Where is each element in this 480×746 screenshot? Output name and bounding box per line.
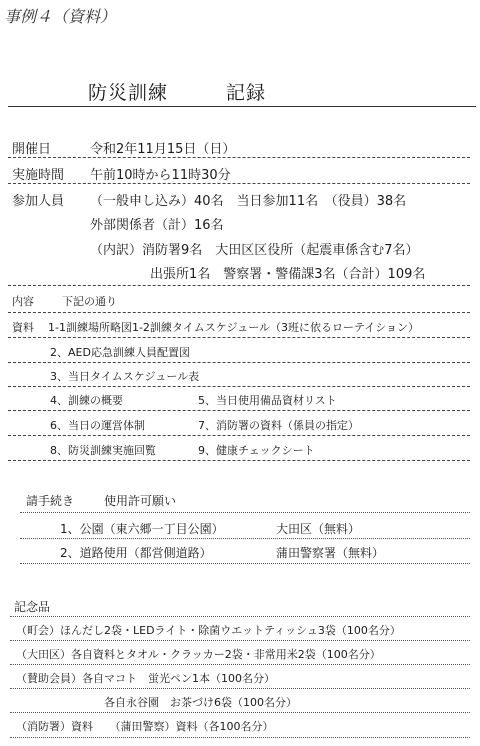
content-value: 下記の通り bbox=[62, 295, 117, 308]
separator bbox=[8, 157, 470, 158]
participants-line-4: 出張所1名 警察署・警備課3名（合計）109名 bbox=[150, 267, 426, 282]
separator bbox=[20, 538, 470, 539]
materials-first: 1-1訓練場所略図1-2訓練タイムスケジュール（3班に依るローテイション） bbox=[48, 321, 420, 334]
content-label: 内容 bbox=[12, 295, 34, 308]
souvenir-row: （町会）ほんだし2袋・LEDライト・除菌ウエットティッシュ3袋（100名分） bbox=[16, 624, 401, 637]
date-label: 開催日 bbox=[12, 142, 52, 157]
permit-item: 2、道路使用（都営側道路） bbox=[60, 546, 212, 560]
souvenir-row: 各自永谷園 お茶づけ6袋（100名分） bbox=[104, 696, 297, 709]
material-item: 4、訓練の概要 bbox=[50, 394, 123, 407]
separator bbox=[10, 712, 470, 713]
material-item: 5、当日使用備品資材リスト bbox=[198, 394, 337, 407]
souvenir-row: （大田区）各自資料とタオル・クラッカー2袋・非常用米2袋（100名分） bbox=[16, 648, 381, 661]
separator bbox=[20, 512, 470, 513]
time-label: 実施時間 bbox=[12, 168, 65, 183]
separator bbox=[10, 640, 470, 641]
separator bbox=[8, 337, 470, 338]
page-title-suffix: 記録 bbox=[226, 82, 267, 104]
participants-line-1: （一般申し込み）40名 当日参加11名 （役員）38名 bbox=[90, 194, 407, 209]
separator bbox=[8, 435, 470, 436]
permits-heading-part-1: 請手続き bbox=[26, 494, 75, 508]
separator bbox=[8, 386, 470, 387]
permits-heading-part-2: 使用許可願い bbox=[104, 494, 177, 508]
souvenir-row: （賛助会員）各自マコト 蛍光ペン1本（100名分） bbox=[16, 672, 275, 685]
permit-authority: 蒲田警察署（無料） bbox=[276, 546, 385, 560]
material-item: 6、当日の運営体制 bbox=[50, 419, 145, 432]
souvenirs-heading: 記念品 bbox=[14, 600, 51, 614]
material-item: 8、防災訓練実施回覧 bbox=[50, 444, 156, 457]
permit-authority: 大田区（無料） bbox=[276, 522, 361, 536]
material-item: 3、当日タイムスケジュール表 bbox=[50, 370, 200, 383]
separator bbox=[20, 563, 470, 564]
separator bbox=[10, 616, 470, 617]
material-item: 7、消防署の資料（係員の指定） bbox=[198, 419, 359, 432]
separator bbox=[8, 312, 470, 313]
permit-item: 1、公園（東六郷一丁目公園） bbox=[60, 522, 224, 536]
separator bbox=[8, 285, 470, 286]
participants-line-3: （内訳）消防署9名 大田区区役所（起震車係含む7名） bbox=[90, 243, 419, 258]
separator bbox=[8, 183, 470, 184]
separator bbox=[8, 362, 470, 363]
separator bbox=[10, 664, 470, 665]
page-title: 防災訓練 bbox=[88, 82, 169, 104]
materials-label: 資料 bbox=[12, 321, 34, 334]
title-underline bbox=[8, 106, 476, 107]
participants-label: 参加人員 bbox=[12, 194, 65, 209]
material-item: 9、健康チェックシート bbox=[198, 444, 315, 457]
separator bbox=[8, 410, 470, 411]
material-item: 2、AED応急訓練人員配置図 bbox=[50, 346, 190, 359]
separator bbox=[10, 737, 470, 738]
souvenir-row: （消防署）資料 （蒲田警察）資料（各100名分） bbox=[16, 720, 274, 733]
separator bbox=[8, 460, 470, 461]
participants-line-2: 外部関係者（計）16名 bbox=[90, 218, 224, 233]
handwritten-note: 事例４（資料） bbox=[4, 7, 117, 26]
separator bbox=[10, 688, 470, 689]
time-value: 午前10時から11時30分 bbox=[90, 168, 231, 183]
date-value: 令和2年11月15日（日） bbox=[90, 142, 236, 157]
